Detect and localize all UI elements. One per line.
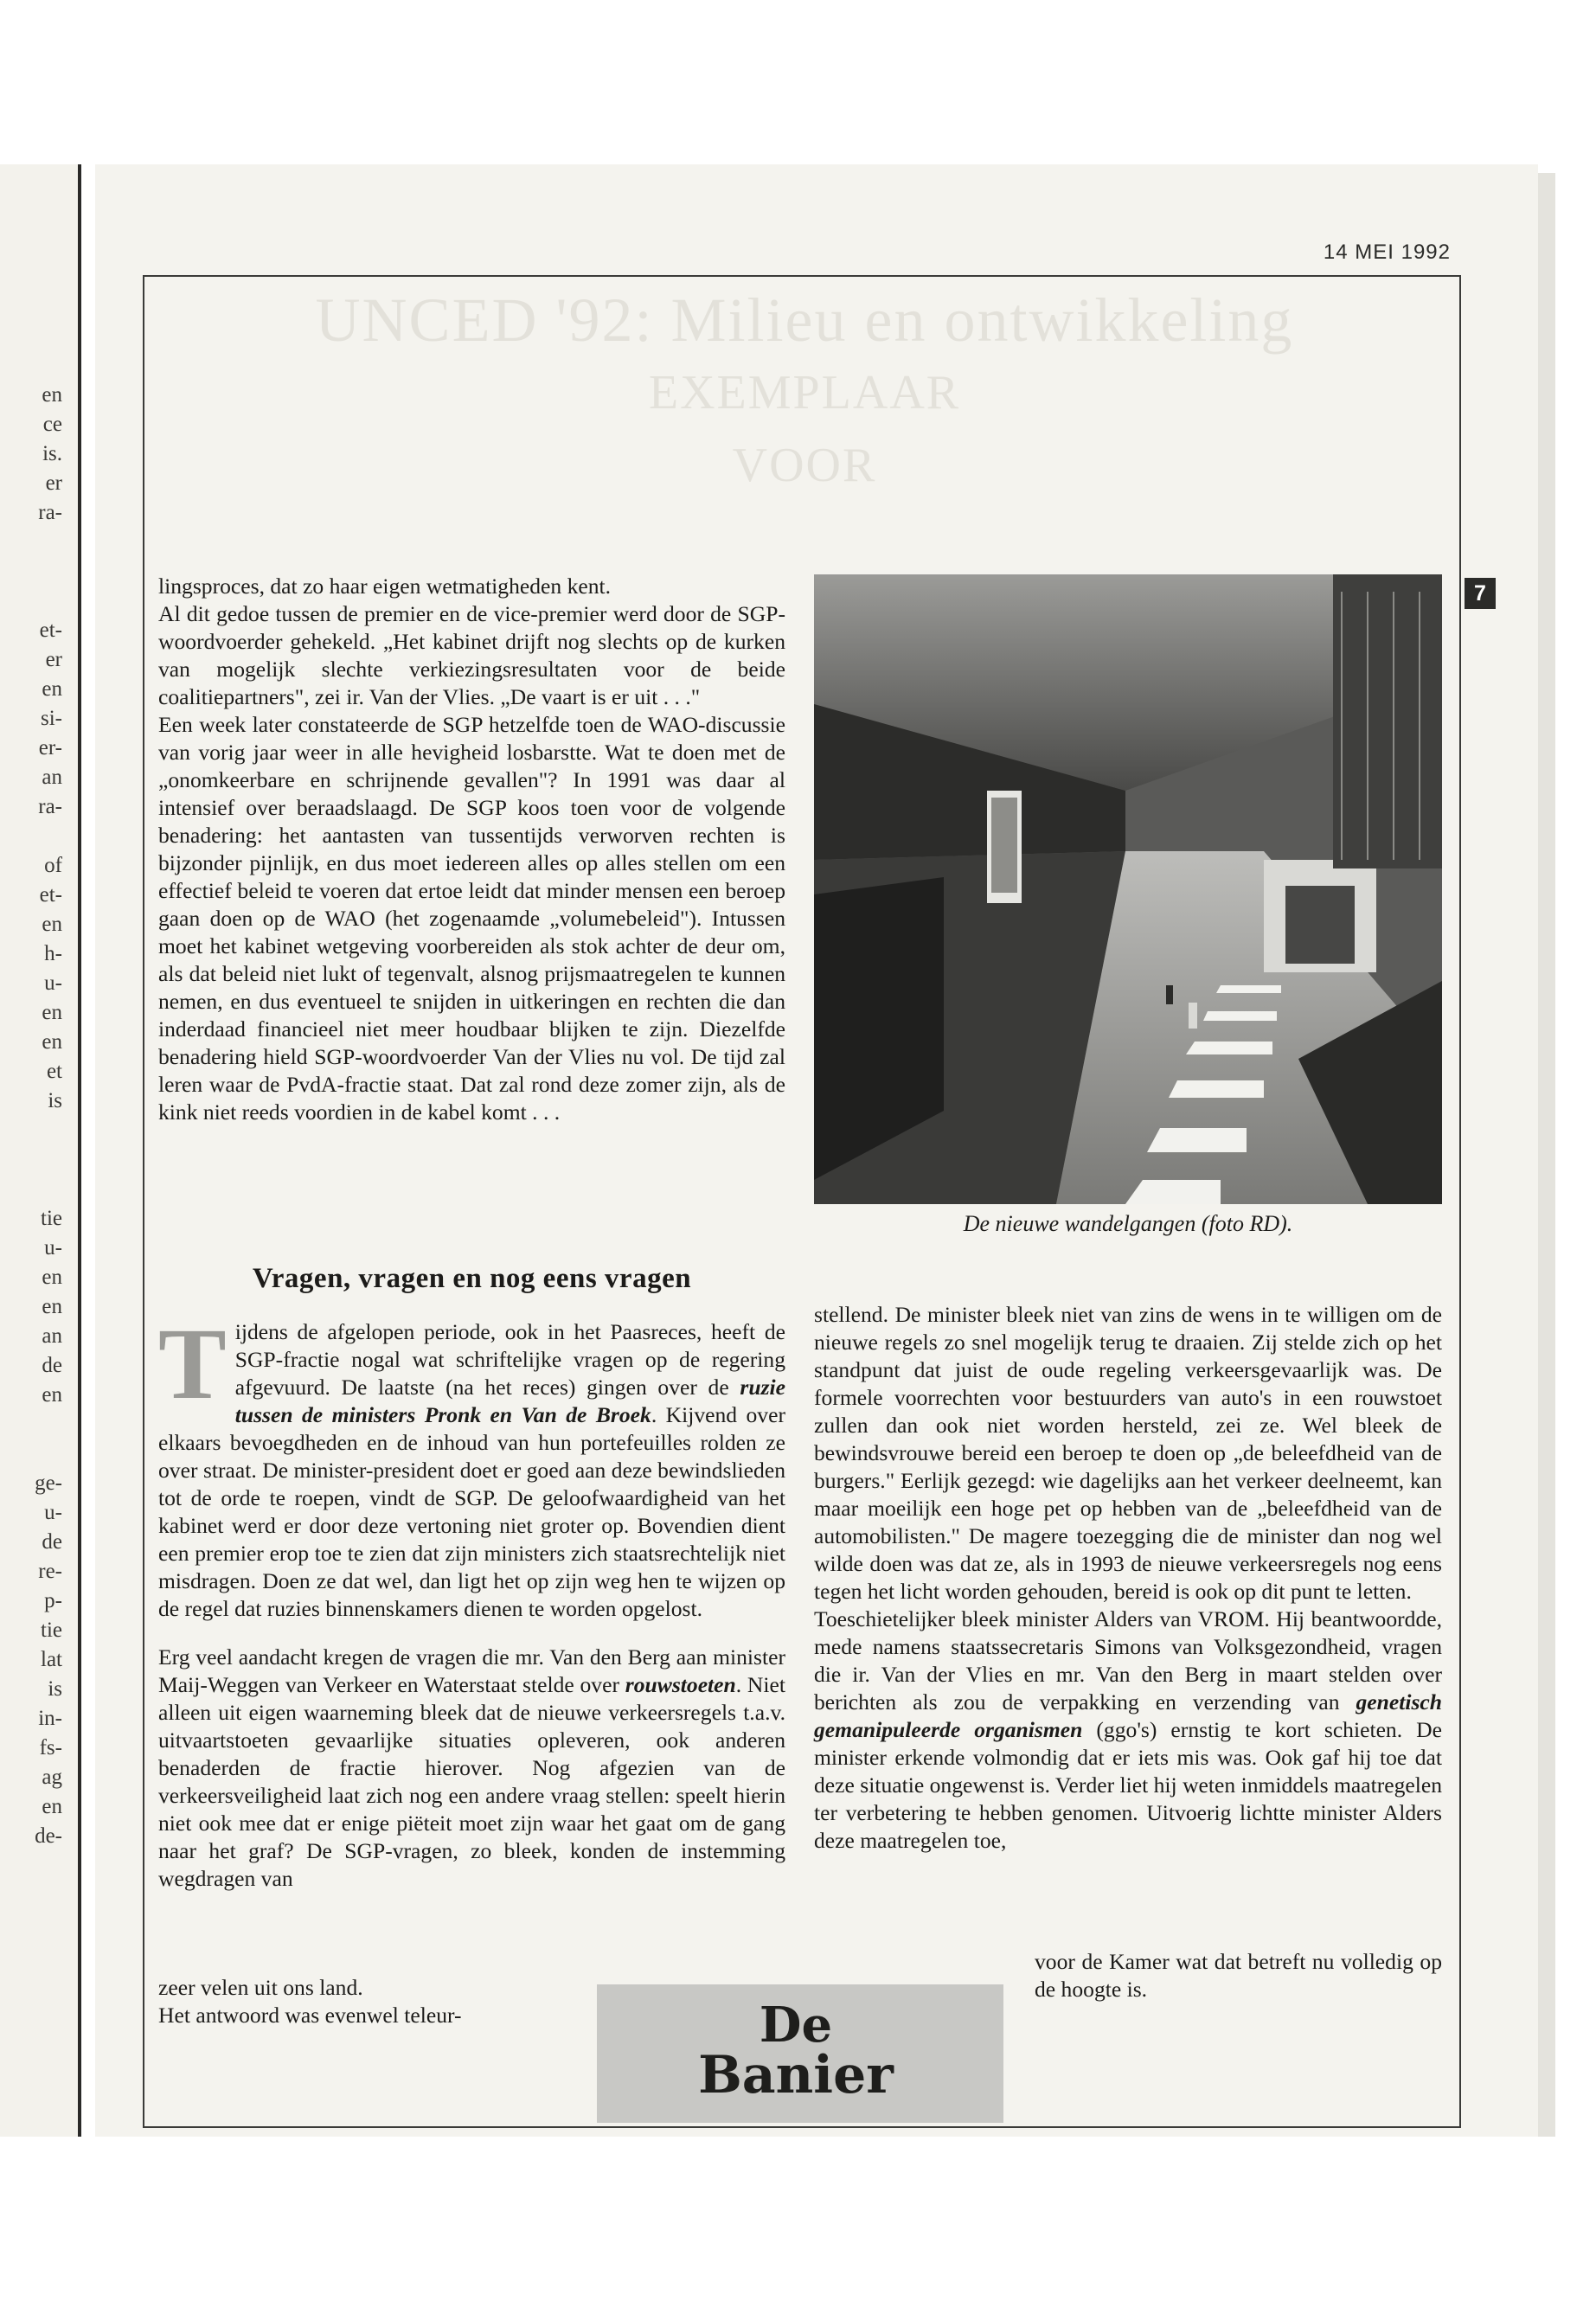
paragraph: stellend. De minister bleek niet van zins de wens in te willigen om de nieuwe regels zo snel mogelijk terug te draaien. Zij stelde zich op het standpunt dat juist de oude regeling verkeersgevaarlijk was. De formele voorrechten voor bestuurders van auto's in een rouwstoet zullen dan ook niet worden hersteld, zei ze. Wel bleek de bewindsvrouwe bereid een beroep te doen op „de beleefdheid van de burgers." Eerlijk gezegd: wie dagelijks aan het verkeer deelneemt, kan maar moeilijk een hoge pet op hebben van de „beleefdheid van de automobilisten." De magere toezegging die de minister dan nog wel wilde doen was dat ze, als in 1993 de nieuwe verkeersregels nog eens tegen het licht worden gehouden, bereid is ook op dit punt te letten. [814, 1302, 1442, 1604]
de-banier-logo [692, 1997, 900, 2106]
show-through-line-1: UNCED '92: Milieu en ontwikkeling [315, 285, 1294, 355]
paragraph [158, 1307, 785, 1623]
article-column-2-tail [158, 1974, 612, 2029]
paragraph: voor de Kamer wat dat betreft nu volledig op de hoogte is. [1035, 1949, 1442, 2002]
logo-line-2: Banier [698, 2045, 894, 2106]
paragraph-line: Het antwoord was evenwel teleur- [158, 2003, 462, 2028]
text-run: . Niet alleen uit eigen waarneming bleek dat de nieuwe verkeersregels t.a.v. uitvaartstoeten gevaarlijke situaties opleveren, ook anderen benaderden de fractie hierover. Nog afgezien van de verkeersveiligheid laat zich nog een andere vraag stellen: speelt hierin niet ook mee dat er enige piëteit moet zijn waar het gaat om de gang naar het graf? De SGP-vragen, zo bleek, konden de instemming wegdragen van [158, 1672, 785, 1891]
logo-line-1: De [759, 1997, 833, 2054]
previous-page-fragment: et [46, 1060, 62, 1083]
previous-page-fragment: in- [38, 1707, 62, 1730]
previous-page-fragment: is [48, 1677, 62, 1701]
previous-page-fragment: fs- [39, 1736, 62, 1759]
paragraph [158, 1644, 785, 1893]
previous-page-fragment: u- [44, 971, 62, 995]
previous-page-fragment: si- [41, 707, 62, 730]
previous-page-fragment: ag [42, 1766, 62, 1789]
photo-illustration [814, 574, 1442, 1204]
paragraph: Een week later constateerde de SGP hetzelfde toen de WAO-discussie van vorig jaar weer in alle hevigheid losbarstte. Wat te doen met de „onomkeerbare en schrijnende gevallen"? In 1991 was daar al intensief over beraadslaagd. De SGP koos toen voor de volgende benadering: het aantasten van tussentijds verworven rechten is bijzonder pijnlijk, en dus moet iedereen alles op alles stellen om een effectief beleid te voeren dat ertoe leidt dat minder mensen een beroep gaan doen op de WAO (het zogenaamde „volumebeleid"). Intussen moet het kabinet wetgeving voorbereiden als stok achter de deur om, als dat beleid niet lukt of tegenvalt, alsnog prijsmaatregelen te kunnen nemen, en dus eventueel te snijden in uitkeringen en rechten die dan inderdaad financieel niet meer houdbaar blijken te zijn. Diezelfde benadering hield SGP-woordvoerder Van der Vlies nu vol. De tijd zal leren waar de PvdA-fractie staat. Dat zal rond deze zomer zijn, als de kink niet reeds voordien in de kabel komt . . . [158, 712, 785, 1125]
photo-new-corridors [814, 574, 1442, 1204]
previous-page-fragment: re- [38, 1560, 62, 1583]
previous-page-fragment: is [48, 1089, 62, 1112]
previous-page-fragment [2, 1410, 62, 1439]
article-column-3 [814, 1301, 1442, 1855]
previous-page-fragment: ge- [35, 1471, 62, 1495]
previous-page-fragment: en [42, 1383, 62, 1407]
text-run: ijdens de afgelopen periode, ook in het Paasreces, heeft de SGP-fractie nogal wat schriftelijke vragen op de regering afgevuurd. De laatste (na het reces) gingen over de [234, 1319, 785, 1400]
previous-page-fragment: en [42, 677, 62, 701]
previous-page-fragment: ce [42, 413, 62, 436]
previous-page-fragment: an [42, 766, 62, 789]
previous-page-fragment: et- [39, 883, 62, 907]
previous-page-fragment: de- [35, 1824, 62, 1848]
article-column-3-tail [1035, 1948, 1442, 2003]
previous-page-fragment [2, 822, 62, 851]
article-column-1 [158, 573, 785, 1126]
emphasis: ruzie tussen de ministers Pronk en Van de Broek [234, 1375, 785, 1427]
previous-page-fragment: en [42, 913, 62, 936]
paragraph [814, 1606, 1442, 1855]
paragraph-line: zeer velen uit ons land. [158, 1975, 363, 2000]
previous-page-fragment: of [44, 854, 62, 877]
previous-page-fragment: en [42, 1030, 62, 1054]
previous-page-fragment: er- [38, 736, 62, 760]
previous-page-fragment: ra- [38, 795, 62, 818]
previous-page-fragment: h- [44, 942, 62, 965]
drop-cap: T [158, 1307, 227, 1420]
show-through-heading [225, 284, 1384, 502]
previous-page-fragment: u- [44, 1501, 62, 1524]
page-gutter-shadow [1538, 173, 1555, 2137]
emphasis: genetisch gemanipuleerde organismen [814, 1689, 1442, 1742]
previous-page-fragment: is. [42, 442, 62, 465]
previous-page-fragment: en [42, 1795, 62, 1818]
text-run: (ggo's) ernstig te kort schieten. De minister erkende volmondig dat er iets mis was. Ook gaf hij toe dat deze situatie ongewenst is. Verder liet hij weten inmiddels maatregelen ter verbetering te hebben genomen. Uitvoerig lichtte minister Alders deze maatregelen toe, [814, 1717, 1442, 1853]
previous-page-fragment: an [42, 1324, 62, 1348]
section-heading: Vragen, vragen en nog eens vragen [252, 1263, 692, 1294]
previous-page-fragment: p- [44, 1589, 62, 1612]
photo-caption: De nieuwe wandelgangen (foto RD). [963, 1211, 1293, 1236]
issue-date: 14 MEI 1992 [1323, 240, 1451, 264]
emphasis: rouwstoeten [625, 1672, 736, 1697]
previous-page-fragment: de [42, 1530, 62, 1554]
show-through-line-3: VOOR [732, 439, 877, 492]
previous-page-fragment: er [45, 648, 62, 671]
previous-page-fragment: et- [39, 619, 62, 642]
text-run: . Kijvend over elkaars bevoegdheden en de inhoud van hun portefeuilles rolden ze over straat. De minister-president doet er goed aan deze bewindslieden tot de orde te roepen, vindt de SGP. De geloofwaardigheid van het kabinet werd er door deze vertoning niet groter op. Bovendien dient een premier erop toe te zien dat zijn ministers zich staatsrechtelijk niet misdragen. Doen ze dat wel, dan ligt het op zijn weg hen te wijzen op de regel dat ruzies binnenskamers dienen te worden opgelost. [158, 1402, 785, 1621]
show-through-line-2: EXEMPLAAR [648, 366, 961, 420]
previous-page-fragment [2, 1439, 62, 1469]
paragraph: Al dit gedoe tussen de premier en de vice-premier werd door de SGP-woordvoerder gehekeld. „Het kabinet drijft nog slechts op de kurken van mogelijk slechte verkiezingsresultaten voor de beide coalitiepartners", zei ir. Van der Vlies. „De vaart is er uit . . ." [158, 601, 785, 709]
previous-page-fragment [2, 1116, 62, 1145]
previous-page-text-fragments [2, 381, 62, 1851]
previous-page-fragment [2, 528, 62, 557]
previous-page-fragment: u- [44, 1236, 62, 1259]
previous-page-fragment [2, 1175, 62, 1204]
previous-page-fragment: en [42, 1266, 62, 1289]
previous-page-fragment [2, 586, 62, 616]
previous-page-fragment: tie [41, 1207, 62, 1230]
previous-page-fragment [2, 1145, 62, 1175]
previous-page-fragment: tie [41, 1618, 62, 1642]
previous-page-fragment [2, 557, 62, 586]
previous-page-fragment: en [42, 1001, 62, 1024]
previous-page-fragment: lat [41, 1648, 62, 1671]
text-run: Erg veel aandacht kregen de vragen die mr. Van den Berg aan minister Maij-Weggen van Verkeer en Waterstaat stelde over [158, 1644, 785, 1697]
page-number: 7 [1465, 578, 1496, 609]
previous-page-fragment: en [42, 1295, 62, 1318]
article-column-2 [158, 1307, 785, 1893]
text-run: Toeschietelijker bleek minister Alders van VROM. Hij beantwoordde, mede namens staatssecretaris Simons van Volksgezondheid, vragen die ir. Van der Vlies en mr. Van den Berg in maart stelden over berichten als zou de verpakking en verzending van [814, 1606, 1442, 1715]
previous-page-fragment: er [45, 471, 62, 495]
previous-page-fragment: de [42, 1354, 62, 1377]
paragraph: lingsproces, dat zo haar eigen wetmatigheden kent. [158, 574, 612, 599]
previous-page-fragment: en [42, 383, 62, 407]
previous-page-fragment: ra- [38, 501, 62, 524]
